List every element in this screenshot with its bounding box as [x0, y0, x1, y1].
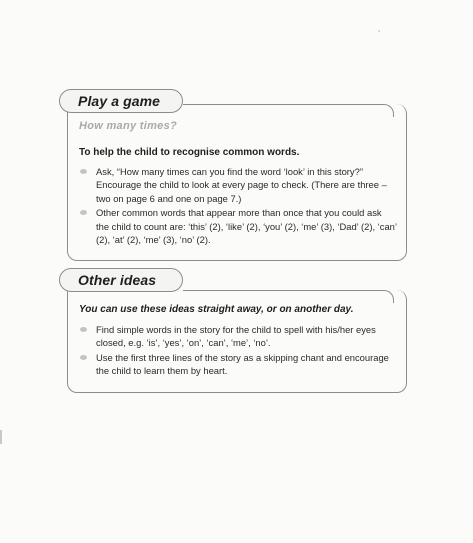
other-ideas-list [79, 323, 397, 379]
play-a-game-subtitle: How many times? [79, 120, 178, 132]
play-a-game-title: Play a game [78, 93, 161, 109]
other-ideas-box-top [183, 290, 394, 303]
list-item-text: Use the first three lines of the story as a skipping chant and encourage the child to learn them by heart. [96, 351, 389, 377]
play-a-game-heading [59, 89, 183, 113]
bullet-dot-icon [80, 355, 87, 360]
bullet-dot-icon [80, 327, 87, 332]
page-speck [378, 30, 380, 32]
bullet-dot-icon [80, 169, 87, 174]
bullet-dot-icon [80, 210, 87, 215]
list-item [79, 206, 397, 246]
play-a-game-box-top [183, 104, 394, 117]
page-edge-mark [0, 430, 2, 444]
other-ideas-heading [59, 268, 183, 292]
list-item [79, 323, 397, 350]
other-ideas-intro: You can use these ideas straight away, or on another day. [79, 304, 354, 315]
list-item-text: Other common words that appear more than once that you could ask the child to count are: ‘this’ (2), ‘like’ (2), ‘you’ (2), ‘me’ (3), ‘Dad’ (2), ‘can’ (2), ‘at’ (2), ‘me’ (3), ‘no’ (2). [96, 207, 397, 246]
play-a-game-list [79, 165, 397, 247]
list-item [79, 165, 397, 205]
list-item [79, 351, 397, 378]
play-a-game-intro: To help the child to recognise common words. [79, 147, 300, 158]
list-item-text: Find simple words in the story for the child to spell with his/her eyes closed, e.g. ‘is’, ‘yes’, ‘on’, ‘can’, ‘me’, ‘no’. [96, 324, 376, 349]
other-ideas-title: Other ideas [78, 272, 157, 288]
list-item-text: Ask, “How many times can you find the word ‘look’ in this story?” Encourage the child to look at every page to check. (There are three – two on page 6 and one on page 7.) [96, 166, 387, 204]
